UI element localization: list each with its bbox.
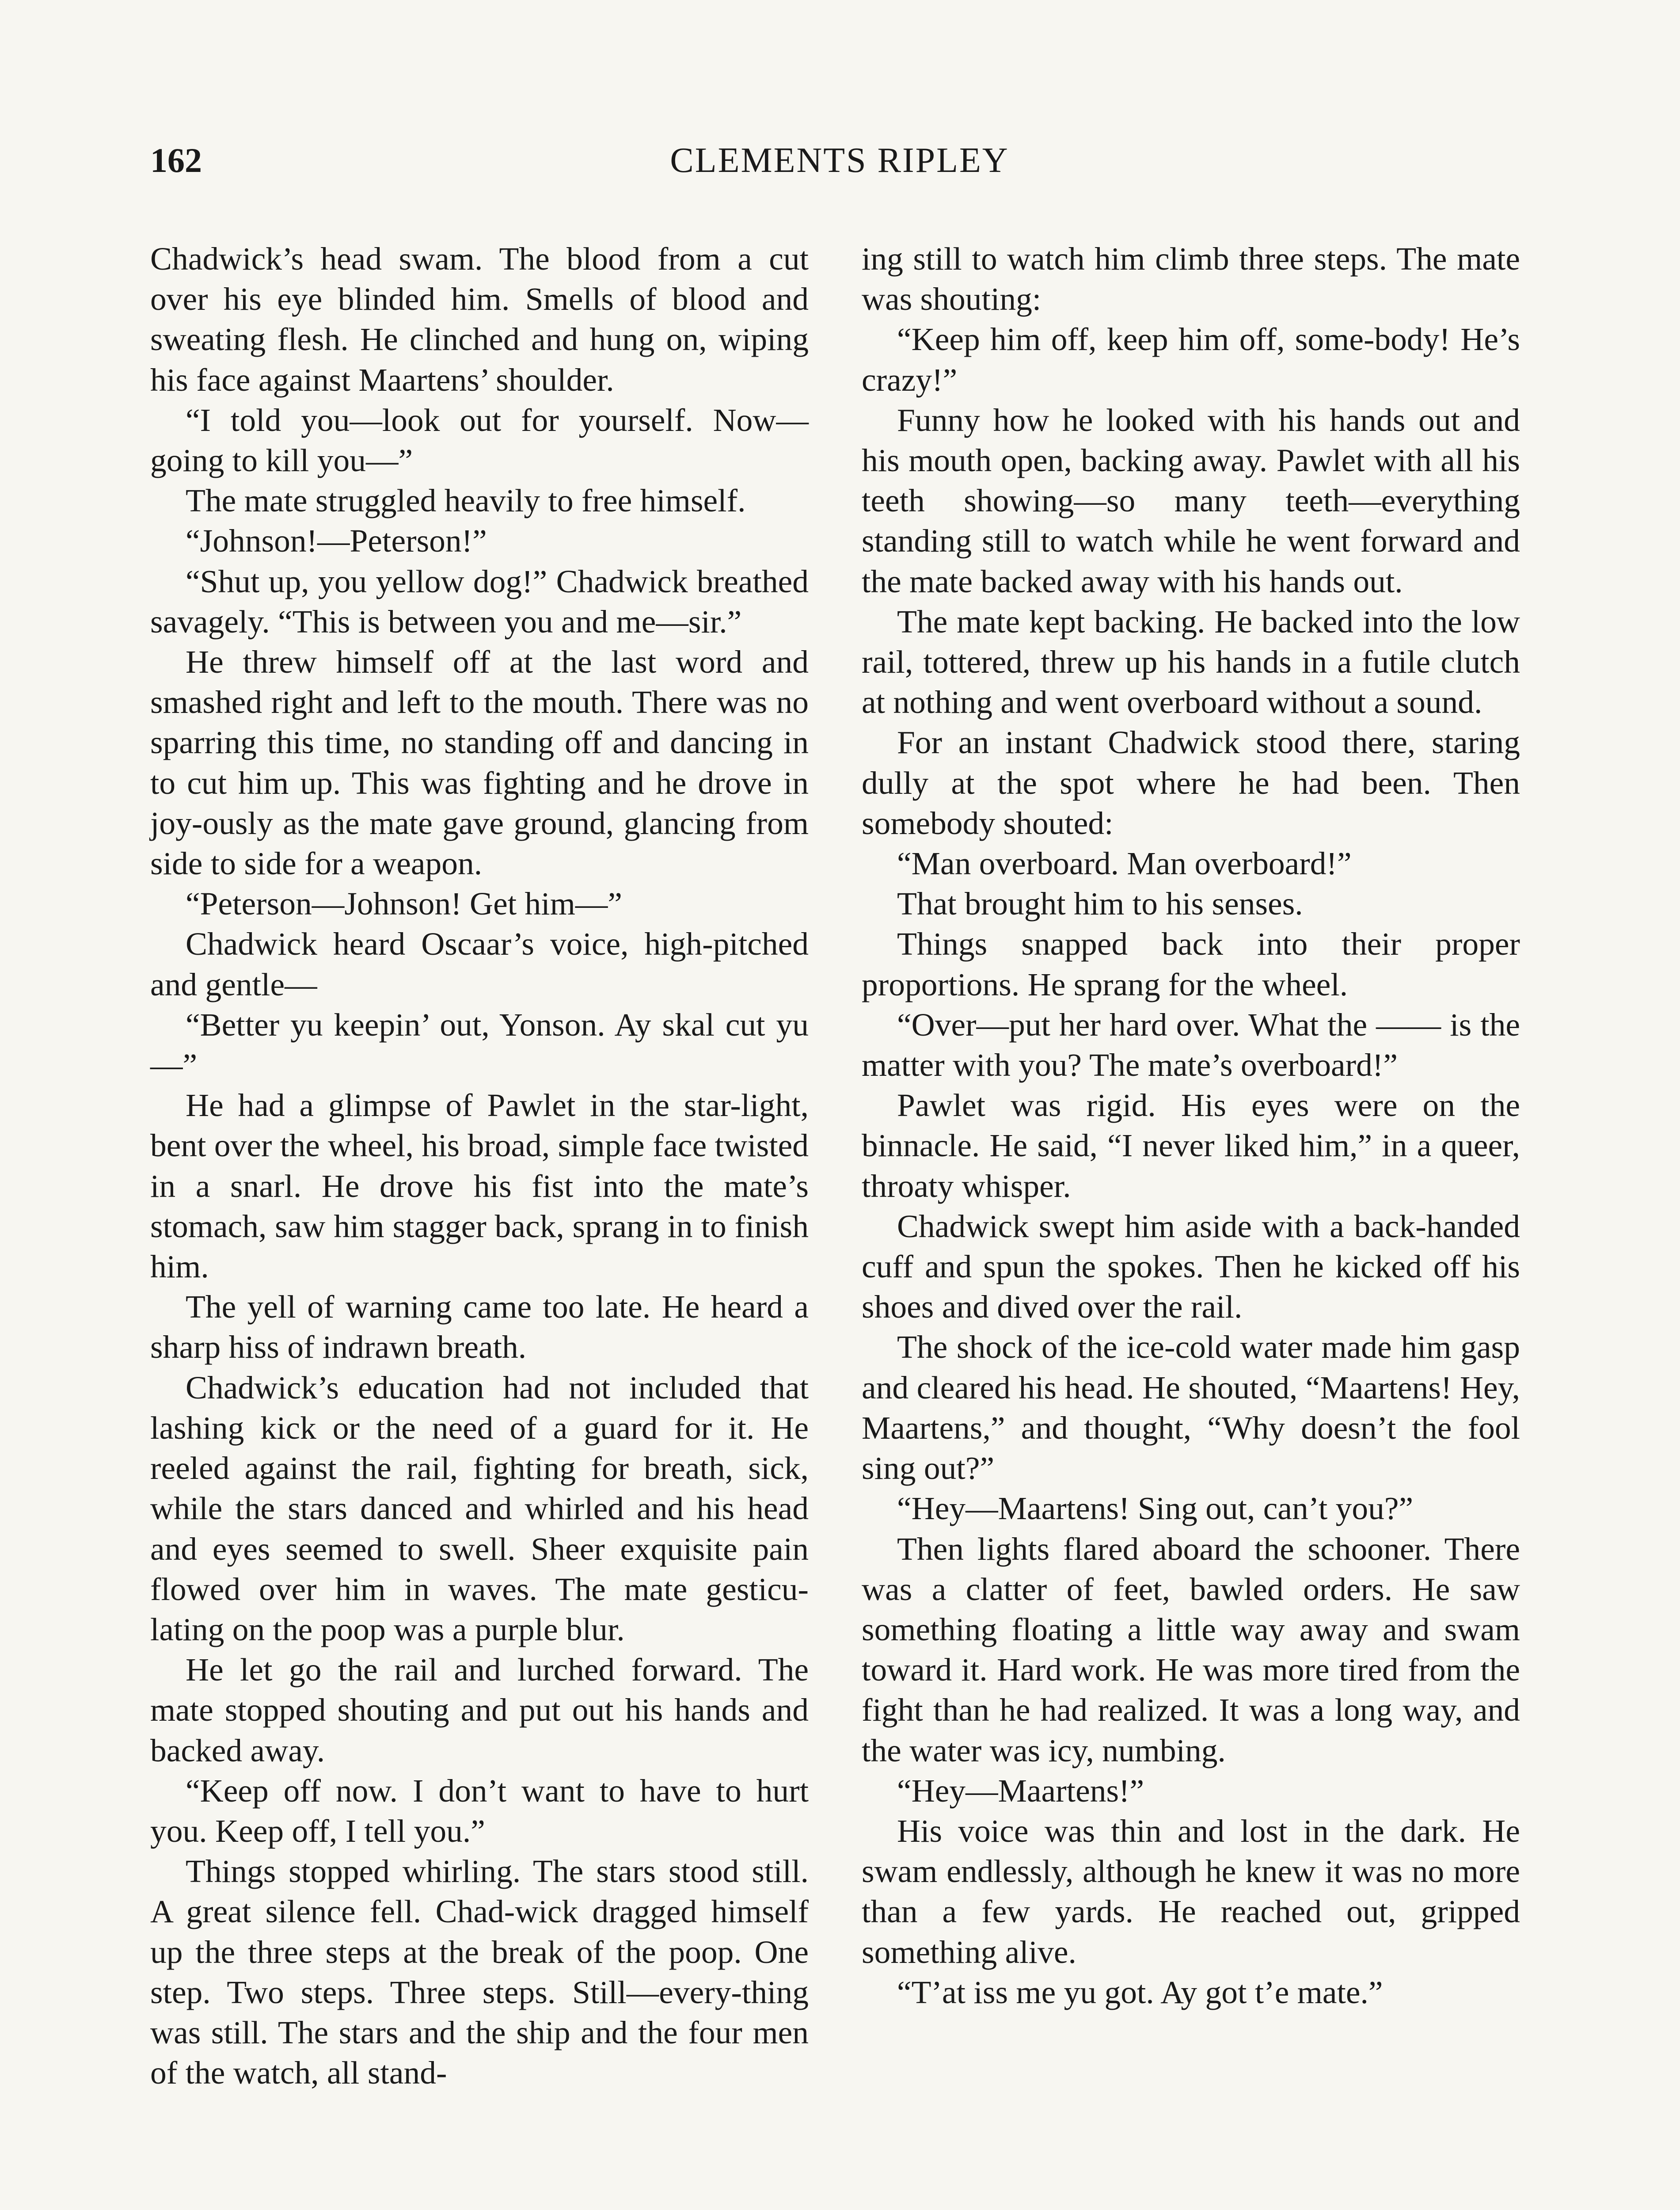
- paragraph: “Shut up, you yellow dog!” Chadwick breathed savagely. “This is between you and me—sir.”: [150, 563, 809, 640]
- paragraph: “Over—put her hard over. What the —— is the matter with you? The mate’s overboard!”: [862, 1006, 1520, 1083]
- paragraph: “Peterson—Johnson! Get him—”: [186, 886, 623, 922]
- paragraph: Chadwick’s head swam. The blood from a cut over his eye blinded him. Smells of blood and sweating flesh. He clinched and hung on, wiping his face against Maartens’ shoulder.: [150, 241, 809, 398]
- page-header: [150, 141, 1529, 198]
- text-column-left: [150, 239, 809, 2093]
- paragraph: Chadwick swept him aside with a back-handed cuff and spun the spokes. Then he kicked off his shoes and dived over the rail.: [862, 1208, 1520, 1325]
- paragraph: “Hey—Maartens!”: [897, 1772, 1144, 1809]
- paragraph: He let go the rail and lurched forward. The mate stopped shouting and put out his hands and backed away.: [150, 1652, 809, 1768]
- text-column-right: [862, 239, 1520, 2012]
- paragraph: “Keep him off, keep him off, some-body! He’s crazy!”: [862, 321, 1520, 398]
- paragraph: He had a glimpse of Pawlet in the star-light, bent over the wheel, his broad, simple face twisted in a snarl. He drove his fist into the mate’s stomach, saw him stagger back, sprang in to finish him.: [150, 1087, 809, 1285]
- paragraph: The mate struggled heavily to free himself.: [186, 483, 746, 519]
- paragraph: Things stopped whirling. The stars stood still. A great silence fell. Chad-wick dragged himself up the three steps at the break of the poop. One step. Two steps. Three steps. Still—every-thing was still. The stars and the ship and the four men of the watch, all stand-: [150, 1853, 809, 2091]
- paragraph: Funny how he looked with his hands out and his mouth open, backing away. Pawlet with all his teeth showing—so many teeth—everything standing still to watch while he went forward and the mate backed away with his hands out.: [862, 402, 1520, 599]
- paragraph: Things snapped back into their proper proportions. He sprang for the wheel.: [862, 926, 1520, 1002]
- paragraph: The yell of warning came too late. He heard a sharp hiss of indrawn breath.: [150, 1289, 809, 1365]
- paragraph: “Better yu keepin’ out, Yonson. Ay skal cut yu—”: [150, 1006, 809, 1083]
- paragraph: “Johnson!—Peterson!”: [186, 523, 487, 559]
- paragraph: Chadwick heard Oscaar’s voice, high-pitched and gentle—: [150, 926, 809, 1002]
- paragraph: “T’at iss me yu got. Ay got t’e mate.”: [897, 1974, 1383, 2010]
- page-number: 162: [150, 141, 202, 179]
- paragraph: For an instant Chadwick stood there, staring dully at the spot where he had been. Then somebody shouted:: [862, 724, 1520, 841]
- paragraph: “Hey—Maartens! Sing out, can’t you?”: [897, 1490, 1414, 1527]
- paragraph: “Keep off now. I don’t want to have to hurt you. Keep off, I tell you.”: [150, 1772, 809, 1849]
- paragraph: Chadwick’s education had not included that lashing kick or the need of a guard for it. He reeled against the rail, fighting for breath, sick, while the stars danced and whirled and his head and eyes seemed to swell. Sheer exquisite pain flowed over him in waves. The mate gesticu-lating on the poop was a purple blur.: [150, 1369, 809, 1647]
- paragraph: Then lights flared aboard the schooner. There was a clatter of feet, bawled orders. He saw something floating a little way away and swam toward it. Hard work. He was more tired from the fight than he had realized. It was a long way, and the water was icy, numbing.: [862, 1531, 1520, 1768]
- paragraph: “Man overboard. Man overboard!”: [897, 846, 1352, 882]
- paragraph: “I told you—look out for yourself. Now—going to kill you—”: [150, 402, 809, 479]
- paragraph: The mate kept backing. He backed into the low rail, tottered, threw up his hands in a futile clutch at nothing and went overboard without a sound.: [862, 603, 1520, 720]
- paragraph: He threw himself off at the last word and smashed right and left to the mouth. There was no sparring this time, no standing off and dancing in to cut him up. This was fighting and he drove in joy-ously as the mate gave ground, glancing from side to side for a weapon.: [150, 644, 809, 882]
- running-title: CLEMENTS RIPLEY: [670, 141, 1009, 180]
- paragraph: The shock of the ice-cold water made him gasp and cleared his head. He shouted, “Maartens! Hey, Maartens,” and thought, “Why doesn’t the fool sing out?”: [862, 1329, 1520, 1486]
- paragraph: That brought him to his senses.: [897, 886, 1303, 922]
- paragraph: His voice was thin and lost in the dark. He swam endlessly, although he knew it was no more than a few yards. He reached out, gripped something alive.: [862, 1813, 1520, 1970]
- paragraph: ing still to watch him climb three steps. The mate was shouting:: [862, 241, 1520, 317]
- paragraph: Pawlet was rigid. His eyes were on the binnacle. He said, “I never liked him,” in a queer, throaty whisper.: [862, 1087, 1520, 1204]
